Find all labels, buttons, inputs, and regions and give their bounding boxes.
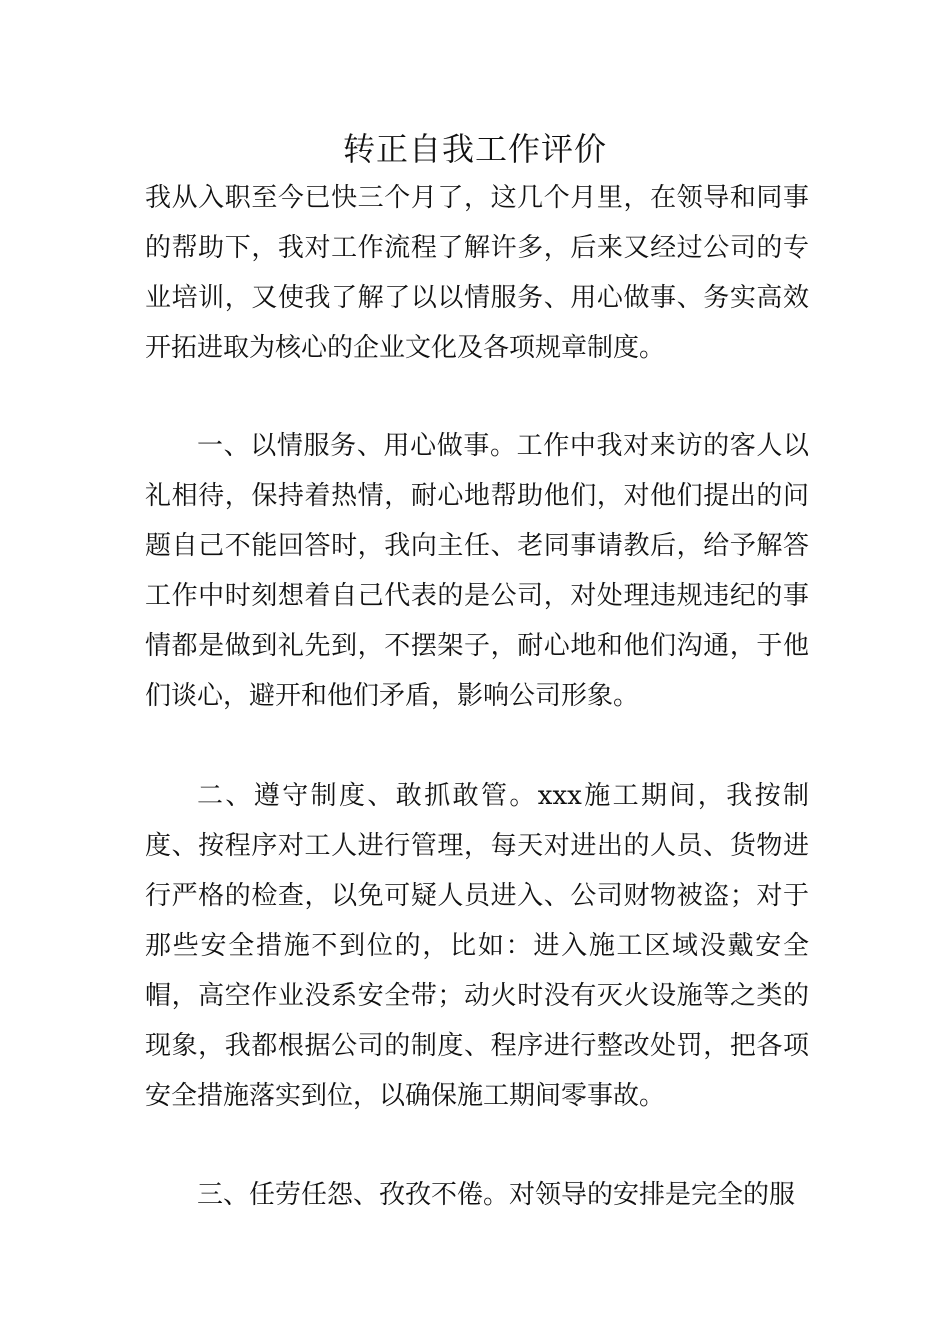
paragraph-section-3: 三、任劳任怨、孜孜不倦。对领导的安排是完全的服 bbox=[197, 1180, 796, 1210]
document-title: 转正自我工作评价 bbox=[342, 130, 607, 168]
paragraph-section-1: 一、以情服务、用心做事。工作中我对来访的客人以礼相待，保持着热情，耐心地帮助他们，对他们提出的问题自己不能回答时，我向主任、老同事请教后，给予解答工作中时刻想着自己代表的是公司，对处理违规违纪的事情都是做到礼先到，不摆架子，耐心地和他们沟通，于他们谈心，避开和他们矛盾，影响公司形象。 bbox=[145, 431, 809, 711]
paragraph-section-2: 二、遵守制度、敢抓敢管。xxx施工期间，我按制度、按程序对工人进行管理，每天对进出的人员、货物进行严格的检查，以免可疑人员进入、公司财物被盗；对于那些安全措施不到位的，比如：进入施工区域没戴安全帽，高空作业没系安全带；动火时没有灭火设施等之类的现象，我都根据公司的制度、程序进行整改处罚，把各项安全措施落实到位，以确保施工期间零事故。 bbox=[145, 781, 809, 1111]
paragraph-intro: 我从入职至今已快三个月了，这几个月里，在领导和同事的帮助下，我对工作流程了解许多，后来又经过公司的专业培训，又使我了解了以以情服务、用心做事、务实高效开拓进取为核心的企业文化及各项规章制度。 bbox=[145, 183, 809, 363]
